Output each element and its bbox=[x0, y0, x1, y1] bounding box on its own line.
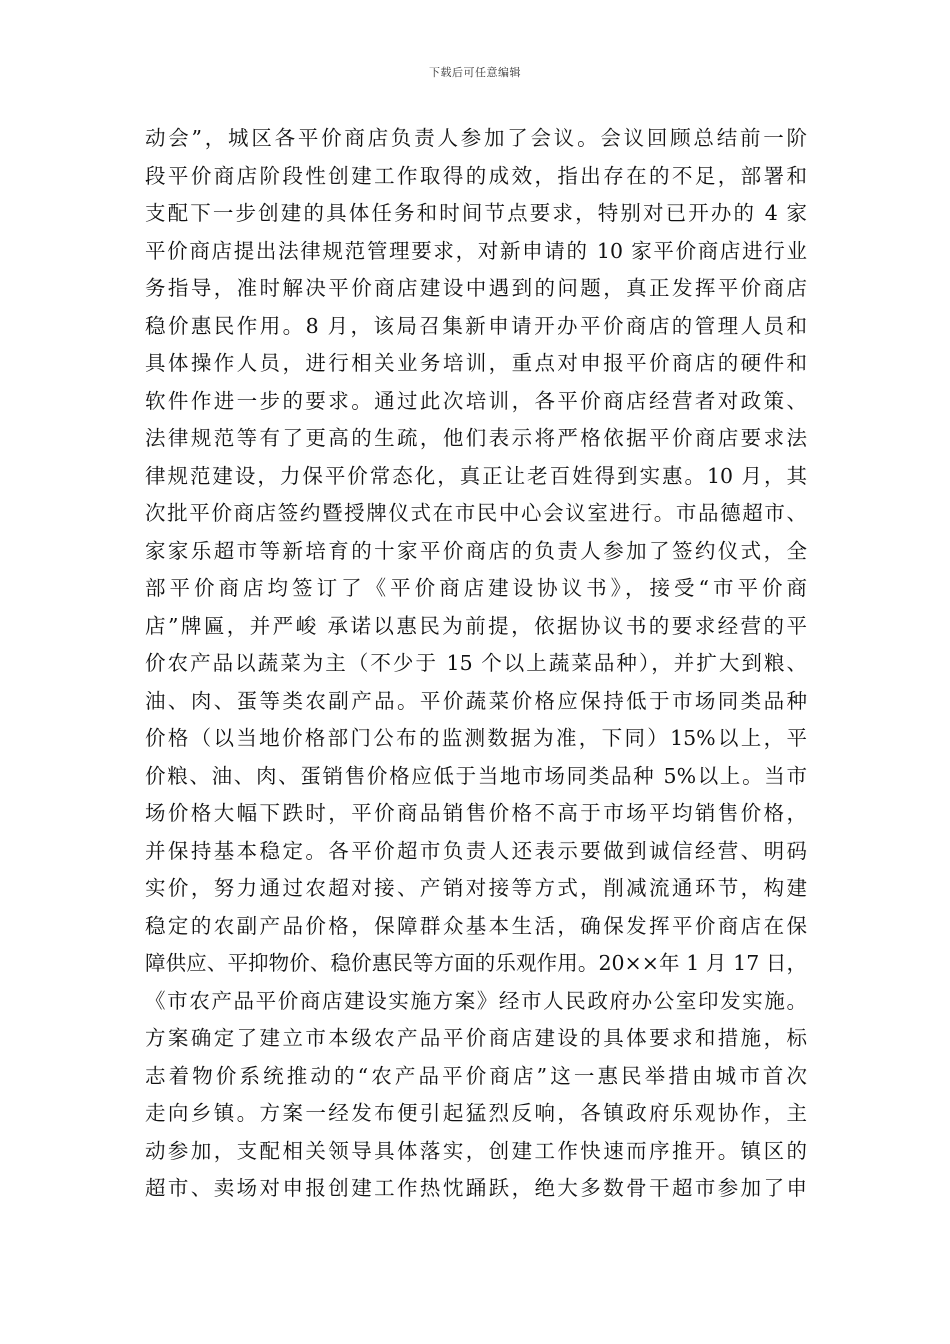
paragraph-line: 稳定的农副产品价格，保障群众基本生活，确保发挥平价商店在保 bbox=[145, 913, 807, 938]
paragraph-line: 次批平价商店签约暨授牌仪式在市民中心会议室进行。市品德超市、 bbox=[145, 501, 807, 525]
paragraph-line: 障供应、平抑物价、稳价惠民等方面的乐观作用。20××年 1 月 17 日， bbox=[145, 951, 807, 975]
paragraph-line: 方案确定了建立市本级农产品平价商店建设的具体要求和措施，标 bbox=[145, 1026, 807, 1050]
paragraph-line: 走向乡镇。方案一经发布便引起猛烈反响，各镇政府乐观协作，主 bbox=[145, 1101, 807, 1125]
page-header: 下载后可任意编辑 bbox=[429, 66, 521, 79]
paragraph-line: 部平价商店均签订了《平价商店建设协议书》，接受“市平价商 bbox=[145, 576, 807, 600]
paragraph-line: 稳价惠民作用。8 月，该局召集新申请开办平价商店的管理人员和 bbox=[145, 313, 807, 338]
paragraph-line: 场价格大幅下跌时，平价商品销售价格不高于市场平均销售价格， bbox=[145, 801, 807, 825]
paragraph-line: 《市农产品平价商店建设实施方案》经市人民政府办公室印发实施。 bbox=[145, 988, 807, 1013]
paragraph-line: 动参加，支配相关领导具体落实，创建工作快速而序推开。镇区的 bbox=[145, 1138, 807, 1163]
paragraph-line: 并保持基本稳定。各平价超市负责人还表示要做到诚信经营、明码 bbox=[145, 838, 807, 863]
paragraph-line: 价粮、油、肉、蛋销售价格应低于当地市场同类品种 5%以上。当市 bbox=[145, 763, 807, 788]
paragraph-line: 律规范建设，力保平价常态化，真正让老百姓得到实惠。10 月，其 bbox=[145, 463, 807, 488]
paragraph-line: 店”牌匾，并严峻 承诺以惠民为前提，依据协议书的要求经营的平 bbox=[145, 613, 807, 638]
paragraph-line: 务指导，准时解决平价商店建设中遇到的问题，真正发挥平价商店 bbox=[145, 276, 807, 300]
paragraph-line: 超市、卖场对申报创建工作热忱踊跃，绝大多数骨干超市参加了申 bbox=[145, 1176, 807, 1200]
paragraph-line: 价格（以当地价格部门公布的监测数据为准，下同）15%以上，平 bbox=[145, 726, 807, 750]
document-body bbox=[145, 120, 807, 1208]
paragraph-line: 段平价商店阶段性创建工作取得的成效，指出存在的不足，部署和 bbox=[145, 163, 807, 188]
paragraph-line: 家家乐超市等新培育的十家平价商店的负责人参加了签约仪式，全 bbox=[145, 538, 807, 563]
paragraph-line: 志着物价系统推动的“农产品平价商店”这一惠民举措由城市首次 bbox=[145, 1063, 807, 1088]
paragraph-line: 具体操作人员，进行相关业务培训，重点对申报平价商店的硬件和 bbox=[145, 351, 807, 375]
paragraph-line: 动会”，城区各平价商店负责人参加了会议。会议回顾总结前一阶 bbox=[145, 126, 807, 150]
paragraph-line: 法律规范等有了更高的生疏，他们表示将严格依据平价商店要求法 bbox=[145, 426, 807, 450]
paragraph-line: 软件作进一步的要求。通过此次培训，各平价商店经营者对政策、 bbox=[145, 388, 807, 413]
paragraph-line: 油、肉、蛋等类农副产品。平价蔬菜价格应保持低于市场同类品种 bbox=[145, 688, 807, 713]
paragraph-line: 实价，努力通过农超对接、产销对接等方式，削减流通环节，构建 bbox=[145, 876, 807, 900]
paragraph-line: 平价商店提出法律规范管理要求，对新申请的 10 家平价商店进行业 bbox=[145, 238, 807, 263]
paragraph-line: 支配下一步创建的具体任务和时间节点要求，特别对已开办的 4 家 bbox=[145, 201, 807, 225]
paragraph-line: 价农产品以蔬菜为主（不少于 15 个以上蔬菜品种），并扩大到粮、 bbox=[145, 651, 807, 675]
